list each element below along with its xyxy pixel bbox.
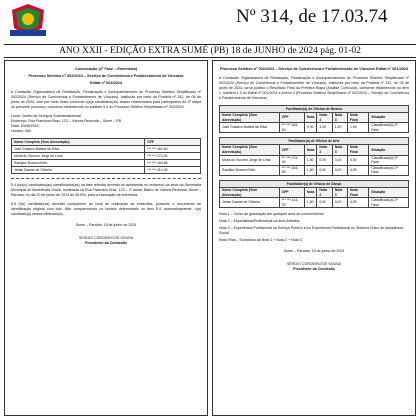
left-paragraph-1: A Comissão Organizadora de Realização, Fiscalização e Acompanhamento do Processo Seletivo Simplificado nº 002/2024 (Serviço de Convivência e Fortalecimento de Vínculos), instituída por meio da Portaria nº 242, de 06 de junho de 2024, vem por meio deste convocar o(a)s candidatos(as) abaixo relacionados para participarem da 2ª etapa do presente processo, conforme estabelecido no subitem 5.4 do Processo Seletivo Simplificado nº 002/2024. xyxy=(11,90,201,109)
result-table-dance xyxy=(219,180,409,208)
header-nota1: Nota xyxy=(304,113,317,123)
cell-nota1: 1,50 xyxy=(304,165,317,175)
note-item: Nota 1 – Curso de graduação em qualquer área do conhecimento. xyxy=(219,212,325,217)
cell-name: José Gustavo Batista da Silva xyxy=(12,146,145,153)
header-nota1: Nota xyxy=(304,187,317,197)
right-paragraph-1: A Comissão Organizadora de Realização, Fiscalização e Acompanhamento do Processo Seletivo Simplificado nº 002/2024 (Serviço de Convivência e Fortalecimento de Vínculos), instituída por meio da Portaria nº 242, de 06 de junho de 2024, torna público o Resultado Final da Primeira Etapa (Análise Curricular), conforme estabelecido no item 1, subitem 1.3 do Edital nº 001/2024 e Anexo II (Processo Seletivo Simplificado nº 002/2024 – Serviço de Convivência e Fortalecimento de Vínculos). xyxy=(219,76,409,100)
cell-cpf: *** ***.164-60 xyxy=(279,123,304,133)
header-nota3: Nota 3 xyxy=(332,113,347,123)
left-column xyxy=(4,60,208,416)
cell-status: Classificado(a) 2ª Fase xyxy=(369,198,409,208)
table-header-row xyxy=(12,139,201,146)
location-block xyxy=(11,114,201,134)
table-row xyxy=(220,155,409,165)
header-name: Nome Completo (Sem Abreviação) xyxy=(220,113,280,123)
edition-bar: ANO XXII - EDIÇÃO EXTRA SUMÉ (PB) 18 de JUNHO de 2024 pág. 01-02 xyxy=(4,44,416,58)
cell-final: 4,50 xyxy=(348,165,369,175)
table-title: Facilitador(a) de Oficina de Música xyxy=(220,106,409,113)
header-nota2: Nota 2 xyxy=(317,145,332,155)
location-date: Data: 20/06/2024; xyxy=(11,124,40,128)
cell-nota1: 0,00 xyxy=(304,123,317,133)
header-status: Situação xyxy=(369,187,409,197)
cell-cpf: *** ***.274-04 xyxy=(145,153,201,160)
signer-name: SÉRGIO CORDEIRO DE SOUSA xyxy=(287,262,341,267)
cell-status: Classificado(a) 2ª Fase xyxy=(369,155,409,165)
cell-cpf: *** ***.414-25 xyxy=(145,167,201,174)
law-number: Nº 314, de 17.03.74 xyxy=(236,6,388,27)
cell-final: 4,50 xyxy=(348,198,369,208)
left-heading-1: Convocação (2ª Fase – Entrevista) xyxy=(75,67,137,71)
header-final: Nota Final xyxy=(348,145,369,155)
cell-name: Raulijea Sicaroni Brito xyxy=(12,160,145,167)
cell-name: Maria do Socorro Jorge de Lima xyxy=(220,155,280,165)
note-item: Nota 2 – Especialista/Profissional na área Artística. xyxy=(219,219,301,224)
left-heading-3: Edital nº 002/2024 xyxy=(90,81,122,85)
right-heading: Processo Seletivo nº 002/2024 – Serviço de Convivência e Fortalecimento de Vínculos Edital nº 001/2024 xyxy=(219,67,409,71)
cell-cpf: *** ***.274-04 xyxy=(279,155,304,165)
table-row xyxy=(12,153,201,160)
header-final: Nota Final xyxy=(348,187,369,197)
header-cpf: CPF xyxy=(279,145,304,155)
table-title: Facilitador(a) de Oficina de Arte xyxy=(220,138,409,145)
signer-name: SÉRGIO CORDEIRO DE SOUSA xyxy=(79,236,133,240)
header-name: Nome Completo (Sem Abreviação) xyxy=(220,187,280,197)
right-date: Sumé – Paraíba, 18 de junho de 2024 xyxy=(283,249,345,254)
cell-name: Jebas Dantas de Oliveira xyxy=(220,198,280,208)
table-header-row xyxy=(220,113,409,123)
signer-role: Presidente da Comissão xyxy=(85,241,127,245)
cell-name: José Gustavo Batista da Silva xyxy=(220,123,280,133)
header-cpf: CPF xyxy=(279,187,304,197)
header-cpf: CPF xyxy=(279,113,304,123)
cell-name: Maria do Socorro Jorge de Lima xyxy=(12,153,145,160)
table-title: Facilitador(a) de Oficina de Dança xyxy=(220,180,409,187)
masthead xyxy=(0,0,420,44)
cell-status: Classificado(a) 2ª Fase xyxy=(369,165,409,175)
right-column xyxy=(212,60,416,416)
left-date: Sumé – Paraíba, 18 de junho de 2024 xyxy=(75,223,137,227)
left-paragraph-3: 5.5 O(s) candidato(as) deverão comparecer ao local de realização da entrevista, portando o documento de identificação original com foto. Não comparecendo no horário determinado no item 5.4, automaticamente, o(a) candidato(a) estará eliminado(a). xyxy=(11,202,201,216)
cell-nota3: 3,00 xyxy=(332,155,347,165)
divider xyxy=(11,178,201,179)
table-row xyxy=(220,198,409,208)
note-item: Nota 3 – Experiência Profissional no Serviço Público e/ou Experiência Profissional no Sistema Único de Assistência Social. xyxy=(219,226,404,236)
municipal-crest-icon xyxy=(6,2,50,40)
cell-cpf: *** ***.164-68 xyxy=(279,165,304,175)
table-row xyxy=(220,123,409,133)
left-signature xyxy=(11,236,201,246)
header-nota3: Nota 3 xyxy=(332,187,347,197)
header-nota2: Nota 2 xyxy=(317,113,332,123)
table-row xyxy=(12,160,201,167)
note-item: Nota Final – Somatório da Nota 1 + Nota 2 + Nota 3. xyxy=(219,238,303,243)
cell-cpf: *** ***.164-68 xyxy=(145,160,201,167)
cell-cpf: *** ***.414-25 xyxy=(279,198,304,208)
cell-nota3: 3,00 xyxy=(332,198,347,208)
cell-nota2: 3,00 xyxy=(317,123,332,133)
location-address: Endereço: Rua Francisco Braz, 123 – Várzea Redonda – Sumé – PB. xyxy=(11,119,123,123)
table-row xyxy=(220,165,409,175)
cell-name: Jebas Dantas de Oliveira xyxy=(12,167,145,174)
left-heading-2: Processo Seletivo nº 002/2024 – Serviço de Convivência e Fortalecimento de Vínculos xyxy=(28,74,184,78)
header-name: Nome Completo (Sem Abreviação) xyxy=(220,145,280,155)
header-name: Nome Completo (Sem Abreviação) xyxy=(12,139,145,146)
convocation-table xyxy=(11,138,201,174)
result-table-music xyxy=(219,105,409,133)
header-nota2: Nota 2 xyxy=(317,187,332,197)
cell-final: 1,50 xyxy=(348,123,369,133)
result-table-art xyxy=(219,137,409,176)
cell-final: 4,50 xyxy=(348,155,369,165)
header-cpf: CPF xyxy=(145,139,201,146)
left-paragraph-2: 5.4 Aos(s) candidatos(as) classificados(as) na fase referida deverão se apresentar no endereço da sede da Secretaria Municipal de Assistência Social, localizada na Rua Francisco Braz, 123 – 1º andar, Bairro de Várzea Redonda, Sumé – Paraíba, no dia 20 de junho de 2024 às 08:00h, para a realização da entrevista. xyxy=(11,183,201,197)
table-header-row xyxy=(220,187,409,197)
signer-role: Presidente da Comissão xyxy=(293,267,335,272)
table-header-row xyxy=(220,145,409,155)
cell-nota3: 1,50 xyxy=(332,123,347,133)
location-time: Horário: 08h. xyxy=(11,129,32,133)
cell-nota2: 0,00 xyxy=(317,198,332,208)
cell-status: Classificado(a) 2ª Fase xyxy=(369,123,409,133)
table-row xyxy=(12,167,201,174)
header-status: Situação xyxy=(369,113,409,123)
cell-nota1: 1,50 xyxy=(304,198,317,208)
cell-nota3: 3,00 xyxy=(332,165,347,175)
cell-nota1: 1,50 xyxy=(304,155,317,165)
header-final: Nota Final xyxy=(348,113,369,123)
right-signature xyxy=(219,262,409,272)
location-local: Local: Centro de Serviços Socioassistencial xyxy=(11,114,81,118)
header-nota1: Nota xyxy=(304,145,317,155)
table-row xyxy=(12,146,201,153)
cell-nota2: 0,00 xyxy=(317,155,332,165)
cell-name: Raulijea Sicaroni Brito xyxy=(220,165,280,175)
cell-cpf: *** ***.164-60 xyxy=(145,146,201,153)
notes-block xyxy=(219,212,409,243)
header-status: Situação xyxy=(369,145,409,155)
cell-nota2: 0,00 xyxy=(317,165,332,175)
header-nota3: Nota 3 xyxy=(332,145,347,155)
